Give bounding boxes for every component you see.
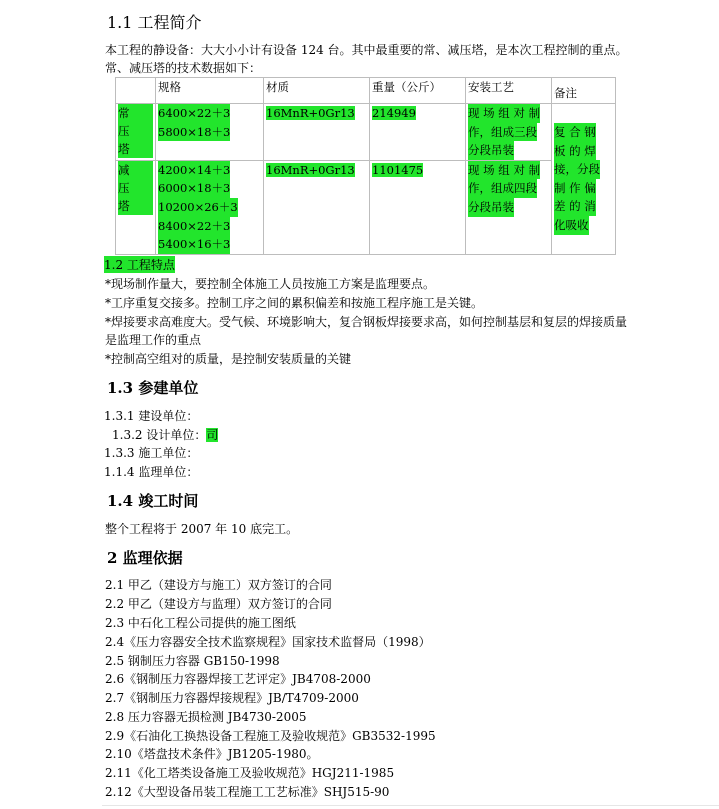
row-spec-atmospheric	[156, 104, 264, 161]
spec-line: 5800×18＋3	[158, 123, 230, 142]
feature-item: *现场制作量大，要控制全体施工人员按施工方案是监理要点。	[105, 277, 436, 291]
row-name-char: 塔	[118, 197, 153, 215]
table-header-remark: 备注	[552, 78, 616, 104]
row-material-atmospheric	[264, 104, 370, 161]
participant-item	[104, 463, 198, 480]
section-1-4-title: 1.4 竣工时间	[107, 492, 199, 510]
weight-value: 214949	[372, 106, 416, 120]
table-header-material: 材质	[264, 78, 370, 104]
row-name-char: 减	[118, 161, 153, 179]
row-name-vacuum	[116, 160, 156, 254]
page-bottom-divider	[102, 805, 719, 806]
basis-item: 2.11《化工塔类设备施工及验收规范》HGJ211-1985	[105, 766, 395, 780]
section-1-1-title: 1.1 工程简介	[107, 13, 202, 32]
feature-item: *焊接要求高难度大。受气候、环境影响大，复合钢板焊接要求高，如何控制基层和复层的焊接质量	[105, 315, 628, 329]
participant-label: 1.3.3 施工单位：	[104, 446, 199, 460]
row-name-atmospheric	[116, 104, 156, 161]
intro-line-1: 本工程的静设备：大大小小计有设备 124 台。其中最重要的常、减压塔，是本次工程控制的重点。	[105, 43, 628, 57]
weight-value: 1101475	[372, 162, 424, 177]
table-row-vacuum-tower	[116, 160, 616, 254]
participant-value: 司	[206, 428, 219, 442]
process-line: 作，组成四段	[468, 179, 537, 198]
table-remark-cell	[552, 104, 616, 255]
remark-line: 制 作 偏	[554, 179, 596, 198]
participant-label: 1.1.4 监理单位：	[104, 465, 199, 479]
process-line: 作，组成三段	[468, 123, 537, 142]
participant-item	[104, 407, 198, 424]
participant-label: 1.3.2 设计单位：	[112, 428, 207, 442]
spec-line: 10200×26＋3	[158, 198, 238, 217]
basis-item: 2.10《塔盘技术条件》JB1205-1980。	[105, 747, 319, 761]
row-process-atmospheric	[466, 104, 552, 161]
completion-text: 整个工程将于 2007 年 10 底完工。	[105, 522, 299, 536]
row-name-char: 压	[118, 122, 153, 140]
row-spec-vacuum	[156, 160, 264, 254]
basis-item: 2.8 压力容器无损检测 JB4730-2005	[105, 710, 307, 724]
basis-item: 2.1 甲乙（建设方与施工）双方签订的合同	[105, 578, 332, 592]
feature-item: 是监理工作的重点	[105, 333, 202, 347]
remark-line: 复 合 钢	[554, 123, 596, 142]
process-line: 分段吊装	[468, 198, 514, 217]
process-line: 现 场 组 对 制	[468, 104, 540, 123]
basis-item: 2.6《钢制压力容器焊接工艺评定》JB4708-2000	[105, 672, 371, 686]
spec-line: 8400×22＋3	[158, 217, 230, 236]
spec-line: 6000×18＋3	[158, 179, 230, 198]
remark-line: 板 的 焊	[554, 142, 596, 161]
row-name-char: 塔	[118, 140, 153, 158]
table-header-spec: 规格	[156, 78, 264, 104]
row-weight-vacuum	[370, 160, 466, 254]
table-header-weight: 重量（公斤）	[370, 78, 466, 104]
participant-item	[112, 426, 218, 443]
basis-item: 2.12《大型设备吊装工程施工工艺标准》SHJ515-90	[105, 785, 390, 799]
intro-line-2: 常、减压塔的技术数据如下：	[105, 61, 262, 75]
feature-item: *工序重复交接多。控制工序之间的累积偏差和按施工程序施工是关键。	[105, 296, 484, 310]
remark-line: 接，分段	[554, 160, 600, 179]
table-header-blank	[116, 78, 156, 104]
material-value: 16MnR+0Gr13	[266, 106, 355, 120]
spec-line: 4200×14＋3	[158, 161, 230, 180]
row-process-vacuum	[466, 160, 552, 254]
participant-item	[104, 444, 198, 461]
material-value: 16MnR+0Gr13	[266, 162, 355, 177]
basis-item: 2.7《钢制压力容器焊接规程》JB/T4709-2000	[105, 691, 359, 705]
spec-line: 5400×16＋3	[158, 235, 230, 254]
table-header-row	[116, 78, 616, 104]
row-name-char: 常	[118, 104, 153, 122]
remark-line: 差 的 消	[554, 197, 596, 216]
section-2-title: 2 监理依据	[107, 549, 183, 567]
section-1-2-title: 1.2 工程特点	[104, 258, 175, 272]
feature-item: *控制高空组对的质量，是控制安装质量的关键	[105, 352, 352, 366]
basis-item: 2.5 钢制压力容器 GB150-1998	[105, 654, 280, 668]
basis-item: 2.9《石油化工换热设备工程施工及验收规范》GB3532-1995	[105, 729, 436, 743]
spec-line: 6400×22＋3	[158, 104, 230, 123]
process-line: 分段吊装	[468, 141, 514, 160]
row-weight-atmospheric	[370, 104, 466, 161]
row-name-char: 压	[118, 179, 153, 197]
row-material-vacuum	[264, 160, 370, 254]
process-line: 现 场 组 对 制	[468, 161, 540, 180]
remark-line: 化吸收	[554, 216, 589, 235]
section-1-3-title: 1.3 参建单位	[107, 379, 199, 397]
tower-spec-table	[115, 77, 616, 255]
participant-label: 1.3.1 建设单位：	[104, 409, 199, 423]
basis-item: 2.4《压力容器安全技术监察规程》国家技术监督局（1998）	[105, 635, 431, 649]
table-header-process: 安装工艺	[466, 78, 552, 104]
table-row-atmospheric-tower	[116, 104, 616, 161]
basis-item: 2.2 甲乙（建设方与监理）双方签订的合同	[105, 597, 332, 611]
basis-item: 2.3 中石化工程公司提供的施工图纸	[105, 616, 296, 630]
